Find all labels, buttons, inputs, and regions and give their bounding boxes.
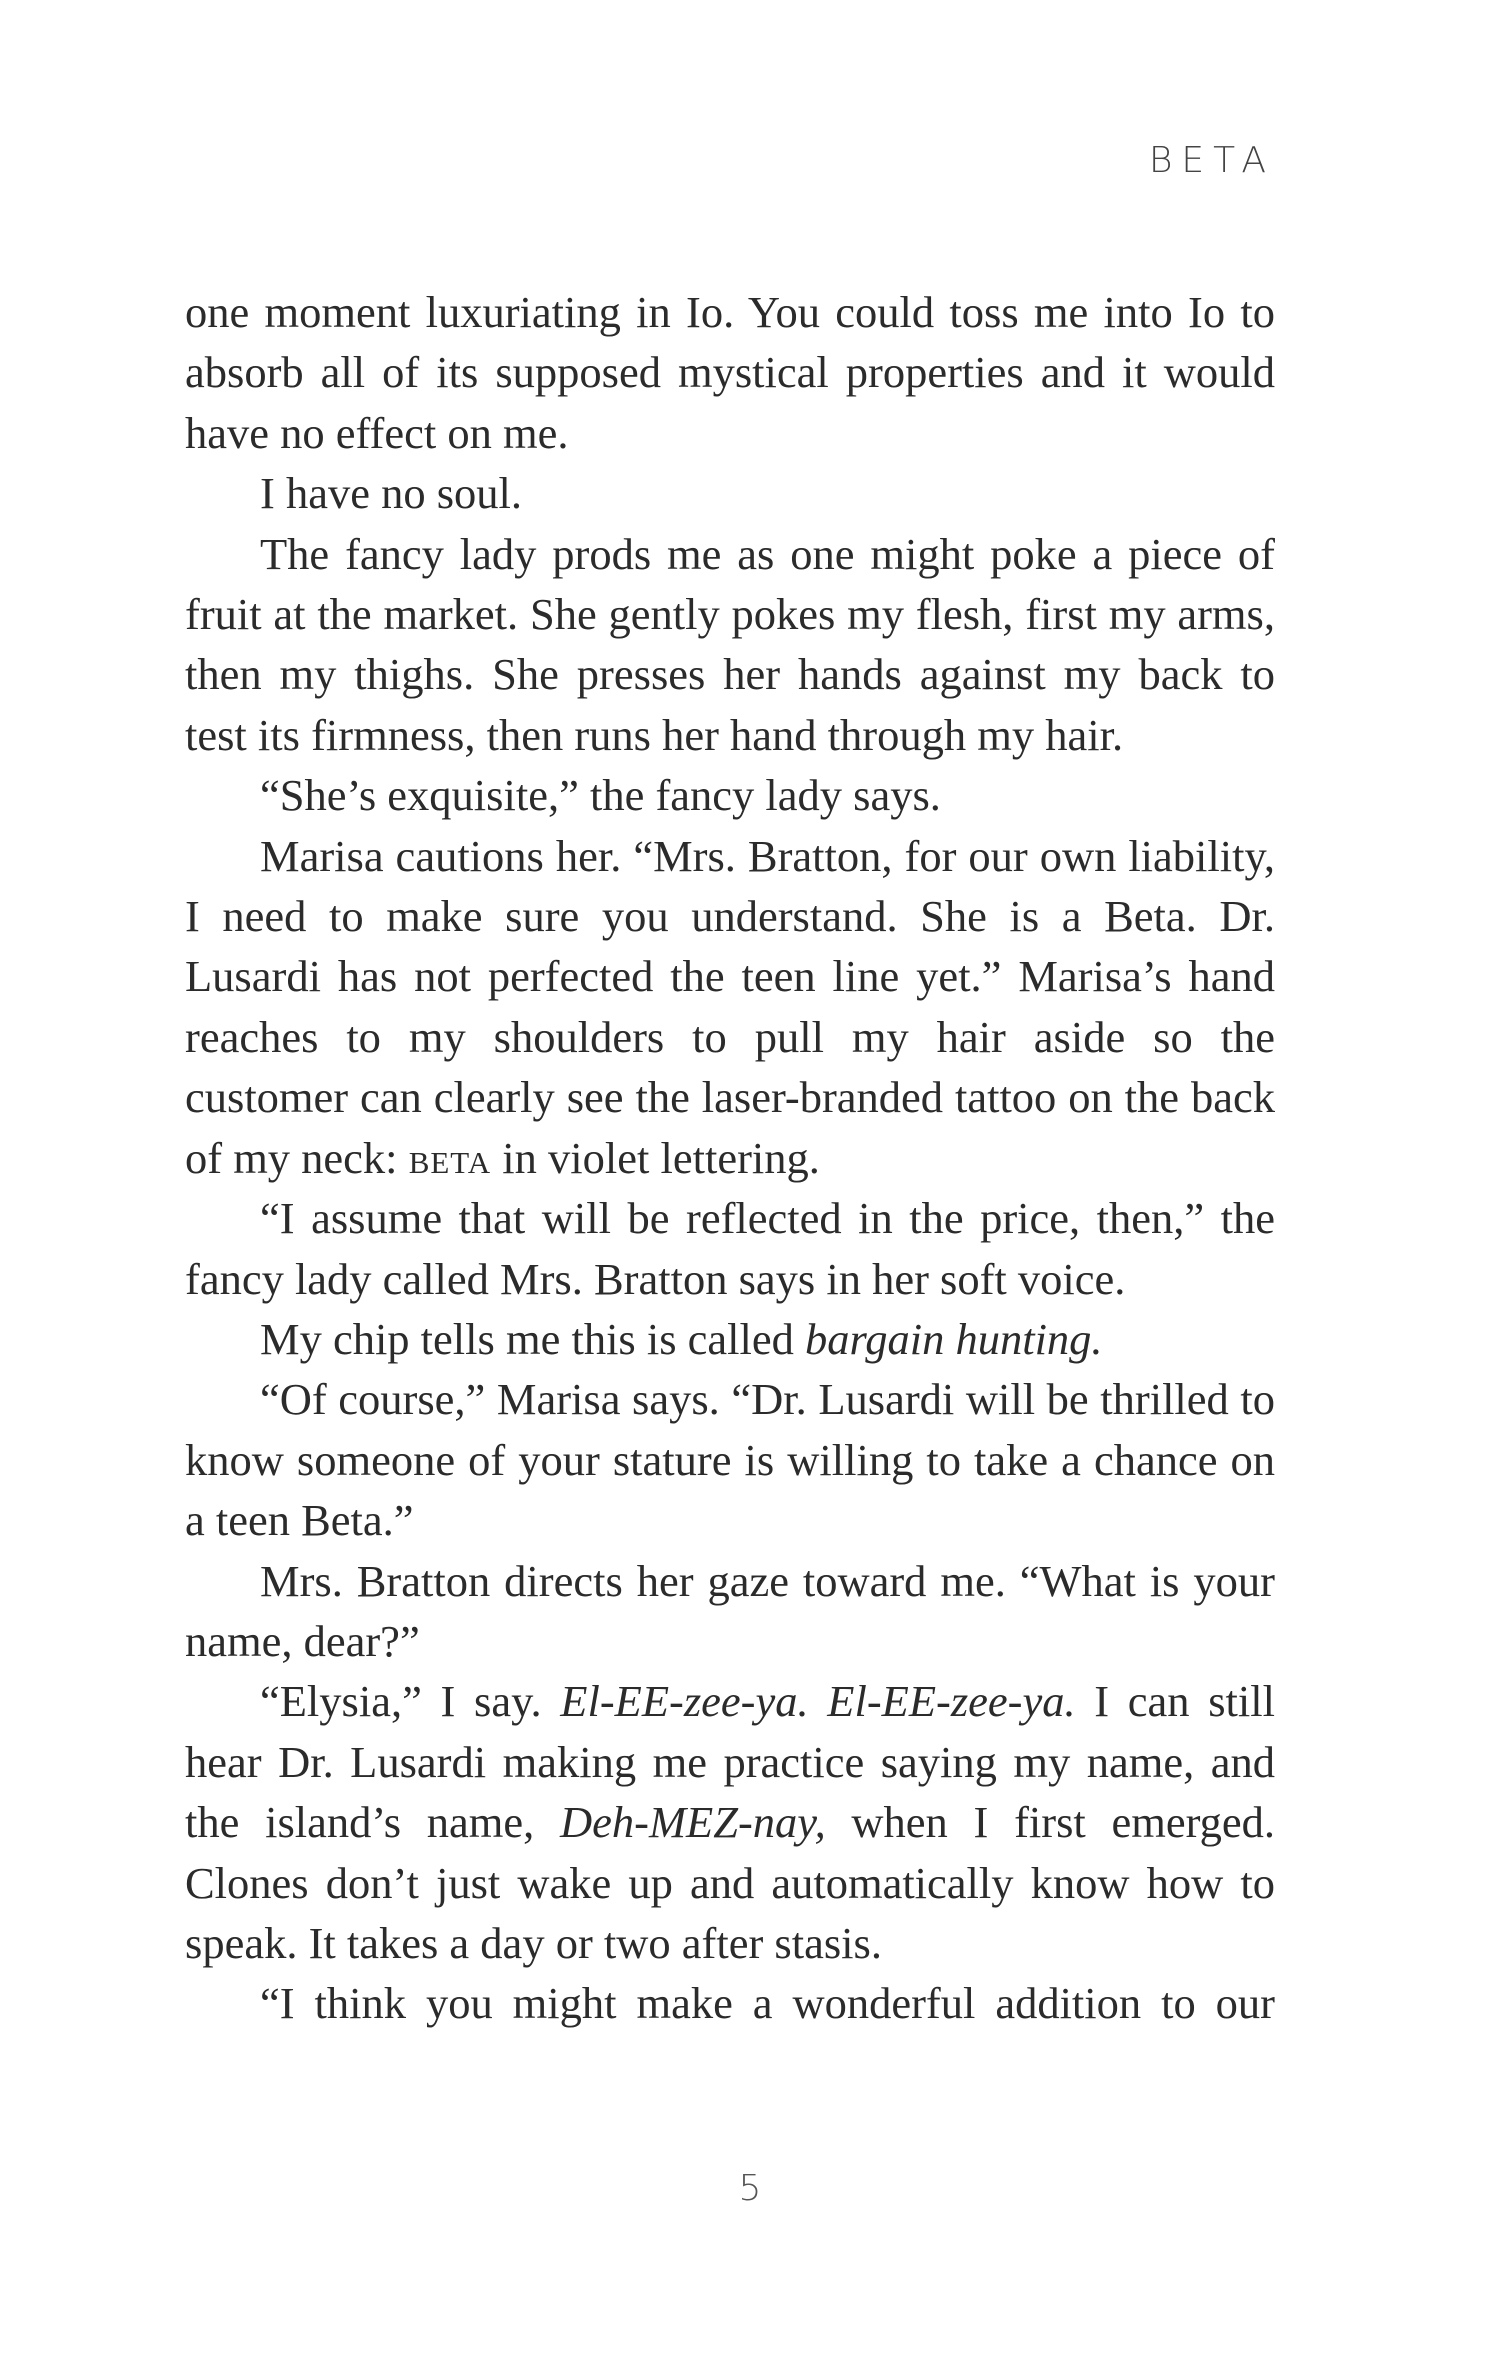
paragraph: Mrs. Bratton directs her gaze toward me. “What is your name, dear?”: [185, 1555, 1275, 1666]
paragraph: The fancy lady prods me as one might poke a piece of fruit at the market. She gently pokes my flesh, first my arms, then my thighs. She presses her hands against my back to test its firmness, then runs her hand through my hair.: [185, 528, 1275, 760]
running-head: BETA: [1148, 140, 1275, 181]
paragraph: Marisa cautions her. “Mrs. Bratton, for our own liability, I need to make sure you understand. She is a Beta. Dr. Lusardi has not perfected the teen line yet.” Marisa’s hand reaches to my shoulders to pull my hair aside so the customer can clearly see the laser-branded tattoo on the back of my neck: beta in violet lettering.: [185, 830, 1275, 1183]
paragraph: “I assume that will be reflected in the price, then,” the fancy lady called Mrs. Bratton says in her soft voice.: [185, 1193, 1275, 1304]
body-text: [185, 282, 1275, 2034]
page-number: 5: [738, 2168, 762, 2209]
italic-text: El-EE-zee-ya. El-EE-zee-ya.: [560, 1676, 1076, 1727]
paragraph: “She’s exquisite,” the fancy lady says.: [260, 770, 941, 821]
paragraph: “Elysia,” I say. El-EE-zee-ya. El-EE-zee-ya. I can still hear Dr. Lusardi making me practice saying my name, and the island’s name, Deh-MEZ-nay, when I first emerged. Clones don’t just wake up and automatically know how to speak. It takes a day or two after stasis.: [185, 1676, 1275, 1968]
paragraph: one moment luxuriating in Io. You could toss me into Io to absorb all of its supposed mystical properties and it would have no effect on me.: [185, 287, 1275, 458]
paragraph: My chip tells me this is called bargain hunting.: [260, 1313, 1103, 1364]
paragraph: “I think you might make a wonderful addition to our: [260, 1978, 1275, 2029]
italic-text: bargain hunting.: [805, 1313, 1103, 1364]
paragraph: “Of course,” Marisa says. “Dr. Lusardi will be thrilled to know someone of your stature is willing to take a chance on a teen Beta.”: [185, 1374, 1275, 1546]
italic-text: Deh-MEZ-nay,: [560, 1797, 826, 1848]
smallcaps-text: beta: [408, 1132, 492, 1183]
paragraph: I have no soul.: [260, 468, 523, 519]
